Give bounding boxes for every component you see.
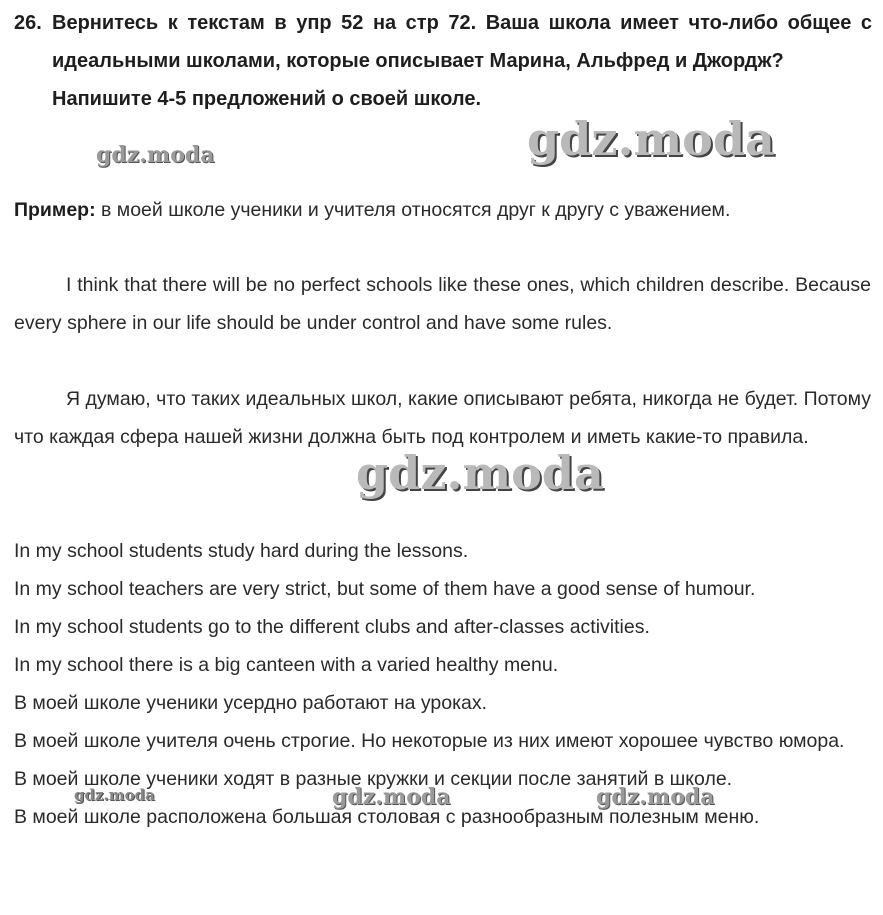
watermark-logo: gdz.moda (332, 784, 451, 810)
example-text: в моей школе ученики и учителя относятся друг к другу с уважением. (95, 199, 731, 221)
task-number: 26. (14, 12, 42, 34)
english-paragraph: I think that there will be no perfect schools like these ones, which children describe. Because every sphere in our life should be under control and have some rules. (14, 274, 871, 334)
russian-paragraph: Я думаю, что таких идеальных школ, какие описывают ребята, никогда не будет. Потому что каждая сфера нашей жизни должна быть под контролем и иметь какие-то правила. (14, 388, 871, 448)
watermark-logo: gdz.moda (527, 112, 775, 166)
example-line (14, 193, 872, 227)
answer-line: In my school teachers are very strict, but some of them have a good sense of humour. (14, 578, 756, 600)
task-block (14, 4, 872, 118)
example-label: Пример: (14, 199, 96, 221)
answer-line: В моей школе учителя очень строгие. Но некоторые из них имеют хорошее чувство юмора. (14, 730, 845, 752)
answer-line: В моей школе ученики усердно работают на уроках. (14, 692, 488, 714)
answer-line: In my school there is a big canteen with a varied healthy menu. (14, 654, 559, 676)
answer-line: В моей школе ученики ходят в разные кружки и секции после занятий в школе. (14, 768, 733, 790)
watermark-logo: gdz.moda (596, 784, 715, 810)
answer-line: In my school students study hard during the lessons. (14, 540, 469, 562)
watermark-logo: gdz.moda (96, 142, 215, 168)
watermark-logo: gdz.moda (356, 446, 604, 500)
watermark-logo: gdz.moda (74, 786, 155, 804)
task-instruction: Напишите 4-5 предложений о своей школе. (52, 88, 481, 110)
task-text: Вернитесь к текстам в упр 52 на стр 72. Ваша школа имеет что-либо общее с идеальными школами, которые описывает Марина, Альфред и Джордж? (52, 12, 872, 72)
answer-line: В моей школе расположена большая столовая с разнообразным полезным меню. (14, 806, 760, 828)
answer-line: In my school students go to the different clubs and after-classes activities. (14, 616, 650, 638)
